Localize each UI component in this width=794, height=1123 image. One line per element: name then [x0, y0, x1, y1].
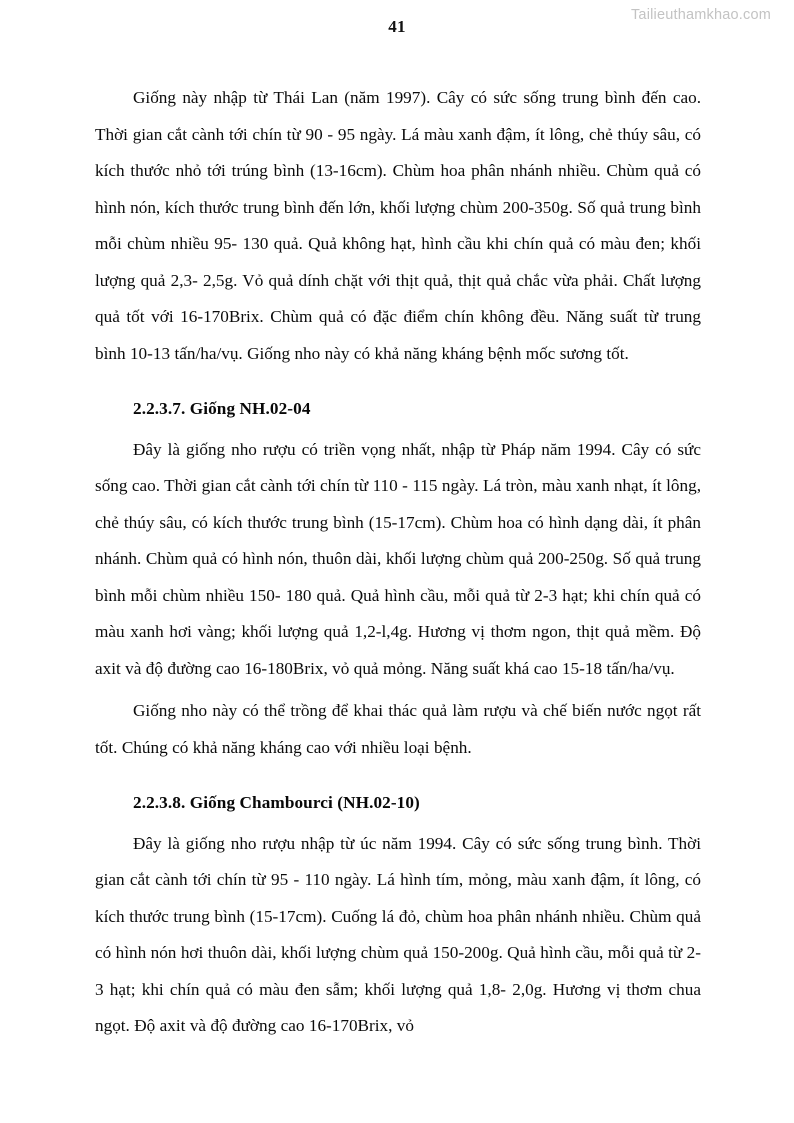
- page-number: 41: [388, 17, 406, 36]
- page-body: [95, 80, 701, 1045]
- spacer: [95, 766, 701, 785]
- paragraph-nh0107-description: Giống này nhập từ Thái Lan (năm 1997). Cây có sức sống trung bình đến cao. Thời gian cắt cành tới chín từ 90 - 95 ngày. Lá màu xanh đậm, ít lông, chẻ thúy sâu, có kích thước nhỏ tới trúng bình (13-16cm). Chùm hoa phân nhánh nhiều. Chùm quả có hình nón, kích thước trung bình đến lớn, khối lượng chùm 200-350g. Số quả trung bình mỗi chùm nhiều 95- 130 quả. Quả không hạt, hình cầu khi chín quả có màu đen; khối lượng quả 2,3- 2,5g. Vỏ quả dính chặt với thịt quả, thịt quả chắc vừa phải. Chất lượng quả tốt với 16-170Brix. Chùm quả có đặc điểm chín không đều. Năng suất từ trung bình 10-13 tấn/ha/vụ. Giống nho này có khả năng kháng bệnh mốc sương tốt.: [95, 88, 701, 363]
- site-watermark: Tailieuthamkhao.com: [630, 7, 771, 23]
- heading-2-2-3-7: 2.2.3.7. Giống NH.02-04: [133, 399, 311, 418]
- paragraph-chambourci-description: Đây là giống nho rượu nhập từ úc năm 1994. Cây có sức sống trung bình. Thời gian cắt cành tới chín từ 95 - 110 ngày. Lá hình tím, mỏng, màu xanh đậm, ít lông, có kích thước trung bình (15-17cm). Cuống lá đỏ, chùm hoa phân nhánh nhiều. Chùm quả có hình nón hơi thuôn dài, khối lượng chùm quả 150-200g. Quả hình cầu, mỗi quả từ 2-3 hạt; khi chín quả có màu đen sẫm; khối lượng quả 1,8- 2,0g. Hương vị thơm chua ngọt. Độ axit và độ đường cao 16-170Brix, vỏ: [95, 833, 701, 1035]
- spacer: [95, 372, 701, 391]
- heading-2-2-3-8: 2.2.3.8. Giống Chambourci (NH.02-10): [133, 793, 420, 812]
- paragraph-nh0204-usage: Giống nho này có thể trồng để khai thác quả làm rượu và chế biến nước ngọt rất tốt. Chúng có khả năng kháng cao với nhiều loại bệnh.: [95, 701, 701, 757]
- paragraph-nh0204-description: Đây là giống nho rượu có triền vọng nhất, nhập từ Pháp năm 1994. Cây có sức sống cao. Thời gian cắt cành tới chín từ 110 - 115 ngày. Lá tròn, màu xanh nhạt, ít lông, chẻ thúy sâu, có kích thước trung bình (15-17cm). Chùm hoa có hình dạng dài, ít phân nhánh. Chùm quả có hình nón, thuôn dài, khối lượng chùm quả 200-250g. Số quả trung bình mỗi chùm nhiều 150- 180 quả. Quả hình cầu, mỗi quả từ 2-3 hạt; khi chín quả có màu xanh hơi vàng; khối lượng quả 1,2-l,4g. Hương vị thơm ngon, thịt quả mềm. Độ axit và độ đường cao 16-180Brix, vỏ quả mỏng. Năng suất khá cao 15-18 tấn/ha/vụ.: [95, 439, 701, 678]
